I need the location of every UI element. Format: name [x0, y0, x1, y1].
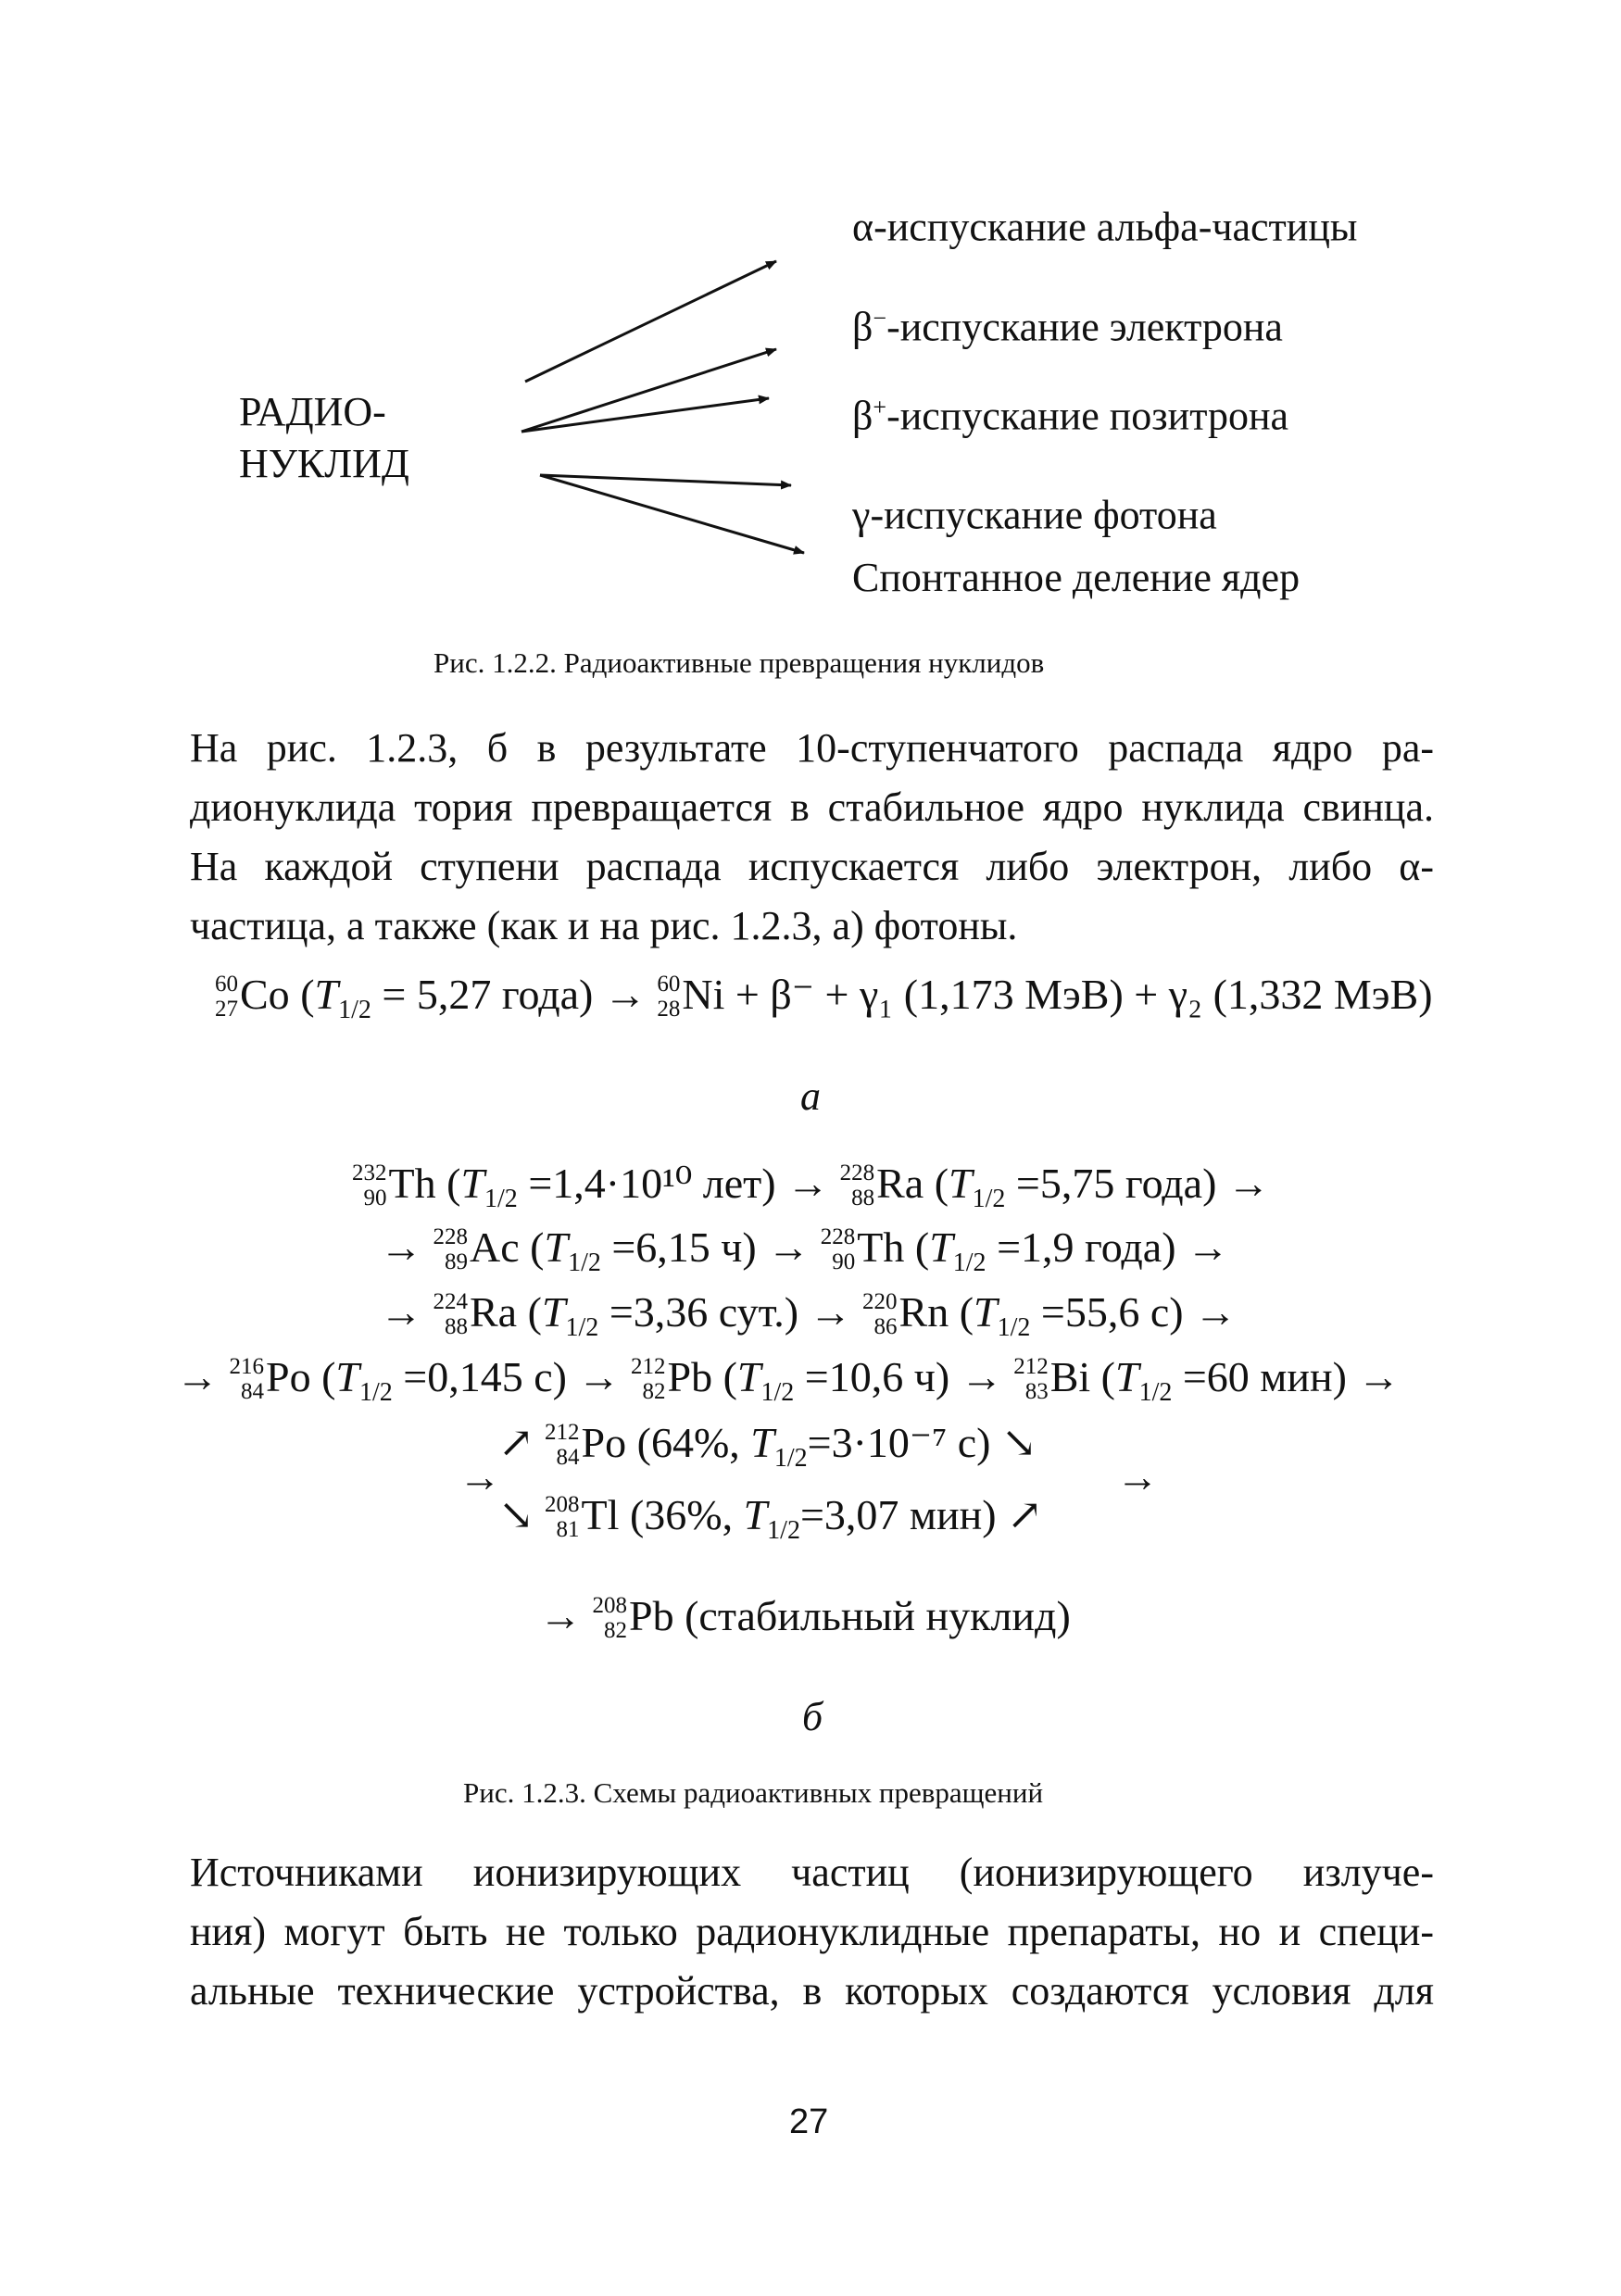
- decay-beta-plus: β+-испускание позитрона: [852, 393, 1289, 439]
- scheme-a-equation: 60 27 Co ($T_{1/2} = 5,27$ года) → 60 28 Ni + β⁻ + γ₁ (1,173 МэВ) + γ₂ (1,332 МэВ): [215, 971, 1433, 1025]
- nuclide-th228: 228 90 Th: [820, 1223, 905, 1275]
- nuclide-ra224: 224 88 Ra: [433, 1288, 518, 1340]
- paragraph-1-line: дионуклида тория превращается в стабильное ядро нуклида свинца.: [190, 784, 1434, 830]
- decay-alpha: α-испускание альфа-частицы: [852, 204, 1358, 250]
- nuclide-pb208: 208 82 Pb: [592, 1592, 674, 1644]
- decay-arrows: [0, 0, 1621, 648]
- paragraph-1: [190, 719, 1434, 956]
- nuclide-co60: 60 27 Co: [215, 971, 290, 1023]
- branch-lower-in-arrow: ↘: [498, 1491, 534, 1538]
- scheme-b-final: → 208 82 Pb (стабильный нуклид): [539, 1592, 1071, 1644]
- branch-right-arrow: →: [1116, 1453, 1159, 1500]
- scheme-a-tail: + β⁻ + γ₁ (1,173 МэВ) + γ₂ (1,332 МэВ): [735, 971, 1433, 1018]
- paragraph-1-line: На рис. 1.2.3, б в результате 10-ступенчатого распада ядро ра-: [190, 725, 1434, 771]
- arrow-gamma: [540, 475, 791, 485]
- branch-upper: ↗ 212 84 Po (64%, $T_{1/2}=3\cdot 10^{-7}$ с) ↘: [498, 1419, 1037, 1474]
- nuclide-tl208: 208 81 Tl: [545, 1491, 620, 1543]
- page-number: 27: [789, 2102, 829, 2141]
- co60-half-life: = 5,27 года): [382, 971, 594, 1018]
- decay-beta-plus-sign: +: [873, 394, 887, 420]
- nuclide-bi212: 212 83 Bi: [1013, 1353, 1091, 1405]
- branch-left-arrow: →: [459, 1453, 501, 1500]
- figure-caption-1: Рис. 1.2.2. Радиоактивные превращения нуклидов: [434, 646, 1045, 679]
- decay-beta-minus-sign: −: [873, 305, 887, 332]
- branch-upper-in-arrow: ↗: [498, 1419, 534, 1466]
- arrow-beta-plus: [521, 398, 769, 432]
- figure-caption-2: Рис. 1.2.3. Схемы радиоактивных превращений: [463, 1776, 1044, 1809]
- radionuclide-label-line2: НУКЛИД: [239, 441, 409, 486]
- scheme-b-label: б: [802, 1694, 823, 1739]
- nuclide-ra228: 228 88 Ra: [839, 1160, 924, 1211]
- decay-gamma: γ-испускание фотона: [852, 492, 1217, 538]
- scheme-b-row-1: 232 90 Th ($T_{1/2} =1,4\cdot 10^{10}$ лет) → 228 88 Ra ($T_{1/2} =5,75$ года) →: [352, 1160, 1270, 1214]
- paragraph-2: [190, 1843, 1434, 2021]
- scheme-a-label: а: [800, 1073, 821, 1119]
- paragraph-2-line: Источниками ионизирующих частиц (ионизирующего излуче-: [190, 1850, 1434, 1895]
- scheme-b-row-3: → 224 88 Ra ($T_{1/2} =3,36$ сут.) → 220 86 Rn ($T_{1/2} =55,6$ с) →: [380, 1288, 1238, 1343]
- scheme-b-row-2: → 228 89 Ac ($T_{1/2} =6,15$ ч) → 228 90 Th ($T_{1/2} =1,9$ года) →: [380, 1223, 1230, 1278]
- arrow-alpha: [525, 261, 776, 382]
- nuclide-th232: 232 90 Th: [352, 1160, 436, 1211]
- radionuclide-label-line1: РАДИО-: [239, 389, 386, 434]
- nuclide-po212: 212 84 Po: [545, 1419, 627, 1471]
- arrow-fission: [540, 475, 804, 553]
- branch-lower: ↘ 208 81 Tl (36%, $T_{1/2}=3,07$ мин) ↗: [498, 1491, 1043, 1546]
- scheme-b-row-4: → 216 84 Po ($T_{1/2} =0,145$ с) → 212 82 Pb ($T_{1/2} =10,6$ ч) → 212 83 Bi ($T_{1/2} =60$ мин) →: [176, 1353, 1401, 1408]
- branch-lower-out-arrow: ↗: [1007, 1491, 1043, 1538]
- nuclide-pb212: 212 82 Pb: [630, 1353, 713, 1405]
- decay-fission: Спонтанное деление ядер: [852, 555, 1301, 600]
- paragraph-2-line: альные технические устройства, в которых создаются условия для: [190, 1968, 1434, 2014]
- decay-beta-minus: β−-испускание электрона: [852, 304, 1283, 350]
- nuclide-po216: 216 84 Po: [229, 1353, 311, 1405]
- nuclide-rn220: 220 86 Rn: [862, 1288, 949, 1340]
- arrow-beta-minus: [521, 349, 776, 432]
- paragraph-1-line: На каждой ступени распада испускается либо электрон, либо α-: [190, 844, 1434, 889]
- paragraph-1-line: частица, а также (как и на рис. 1.2.3, а) фотоны.: [190, 903, 1018, 948]
- nuclide-ac228: 228 89 Ac: [433, 1223, 520, 1275]
- branch-upper-out-arrow: ↘: [1000, 1419, 1037, 1466]
- paragraph-2-line: ния) могут быть не только радионуклидные препараты, но и специ-: [190, 1909, 1434, 1954]
- nuclide-ni60: 60 28 Ni: [657, 971, 725, 1023]
